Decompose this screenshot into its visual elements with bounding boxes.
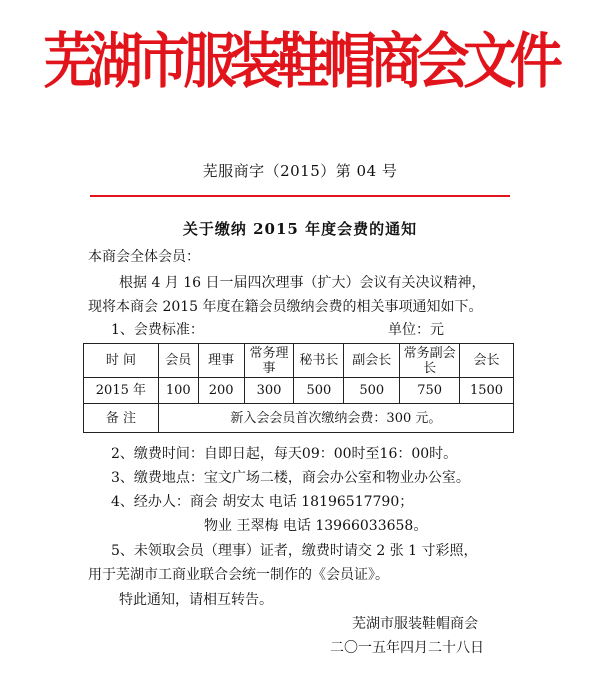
header-cell: 常务理事 — [244, 344, 294, 378]
table-cell: 200 — [198, 378, 244, 404]
table-cell: 300 — [244, 378, 294, 404]
document-header-title: 芜湖市服装鞋帽商会文件 — [43, 27, 557, 97]
table-cell: 750 — [400, 378, 460, 404]
header-cell: 会员 — [158, 344, 198, 378]
item-4-line-1: 4、经办人：商会 胡安太 电话 18196517790； — [111, 494, 414, 510]
table-remark-row — [84, 404, 514, 433]
header-divider — [90, 195, 510, 197]
unit-label: 单位：元 — [388, 322, 444, 338]
table-cell: 2015 年 — [84, 378, 159, 404]
signature-date: 二〇一五年四月二十八日 — [330, 640, 484, 656]
item-5-line-1: 5、未领取会员（理事）证者，缴费时请交 2 张 1 寸彩照， — [111, 543, 478, 559]
table-cell: 500 — [344, 378, 400, 404]
table-row — [84, 378, 514, 404]
item-5-line-2: 用于芜湖市工商业联合会统一制作的《会员证》。 — [88, 567, 389, 583]
table-header-row — [84, 344, 514, 378]
header-cell: 常务副会长 — [400, 344, 460, 378]
header-cell: 理事 — [198, 344, 244, 378]
header-cell: 时 间 — [84, 344, 159, 378]
document-number: 芜服商字（2015）第 04 号 — [202, 162, 398, 180]
remark-text: 新入会会员首次缴纳会费：300 元。 — [158, 404, 513, 433]
item-3: 3、缴费地点：宝文广场二楼，商会办公室和物业办公室。 — [111, 470, 470, 486]
salutation: 本商会全体会员： — [88, 249, 200, 265]
intro-line-1: 根据 4 月 16 日一届四次理事（扩大）会议有关决议精神， — [119, 275, 486, 291]
item-4-line-2: 物业 王翠梅 电话 13966033658。 — [204, 518, 428, 534]
closing-remark: 特此通知，请相互转告。 — [119, 592, 273, 608]
item-2: 2、缴费时间：自即日起，每天09：00时至16：00时。 — [111, 446, 458, 462]
signature-org: 芜湖市服装鞋帽商会 — [352, 616, 478, 632]
intro-line-2: 现将本商会 2015 年度在籍会员缴纳会费的相关事项通知如下。 — [88, 299, 483, 315]
table-cell: 1500 — [460, 378, 514, 404]
table-cell: 500 — [294, 378, 344, 404]
notice-title: 关于缴纳 2015 年度会费的通知 — [182, 220, 418, 238]
table-cell: 100 — [158, 378, 198, 404]
remark-label: 备 注 — [84, 404, 159, 433]
header-cell: 会长 — [460, 344, 514, 378]
header-cell: 秘书长 — [294, 344, 344, 378]
item-1-label: 1、会费标准： — [111, 322, 204, 338]
fee-table — [83, 343, 514, 433]
header-cell: 副会长 — [344, 344, 400, 378]
